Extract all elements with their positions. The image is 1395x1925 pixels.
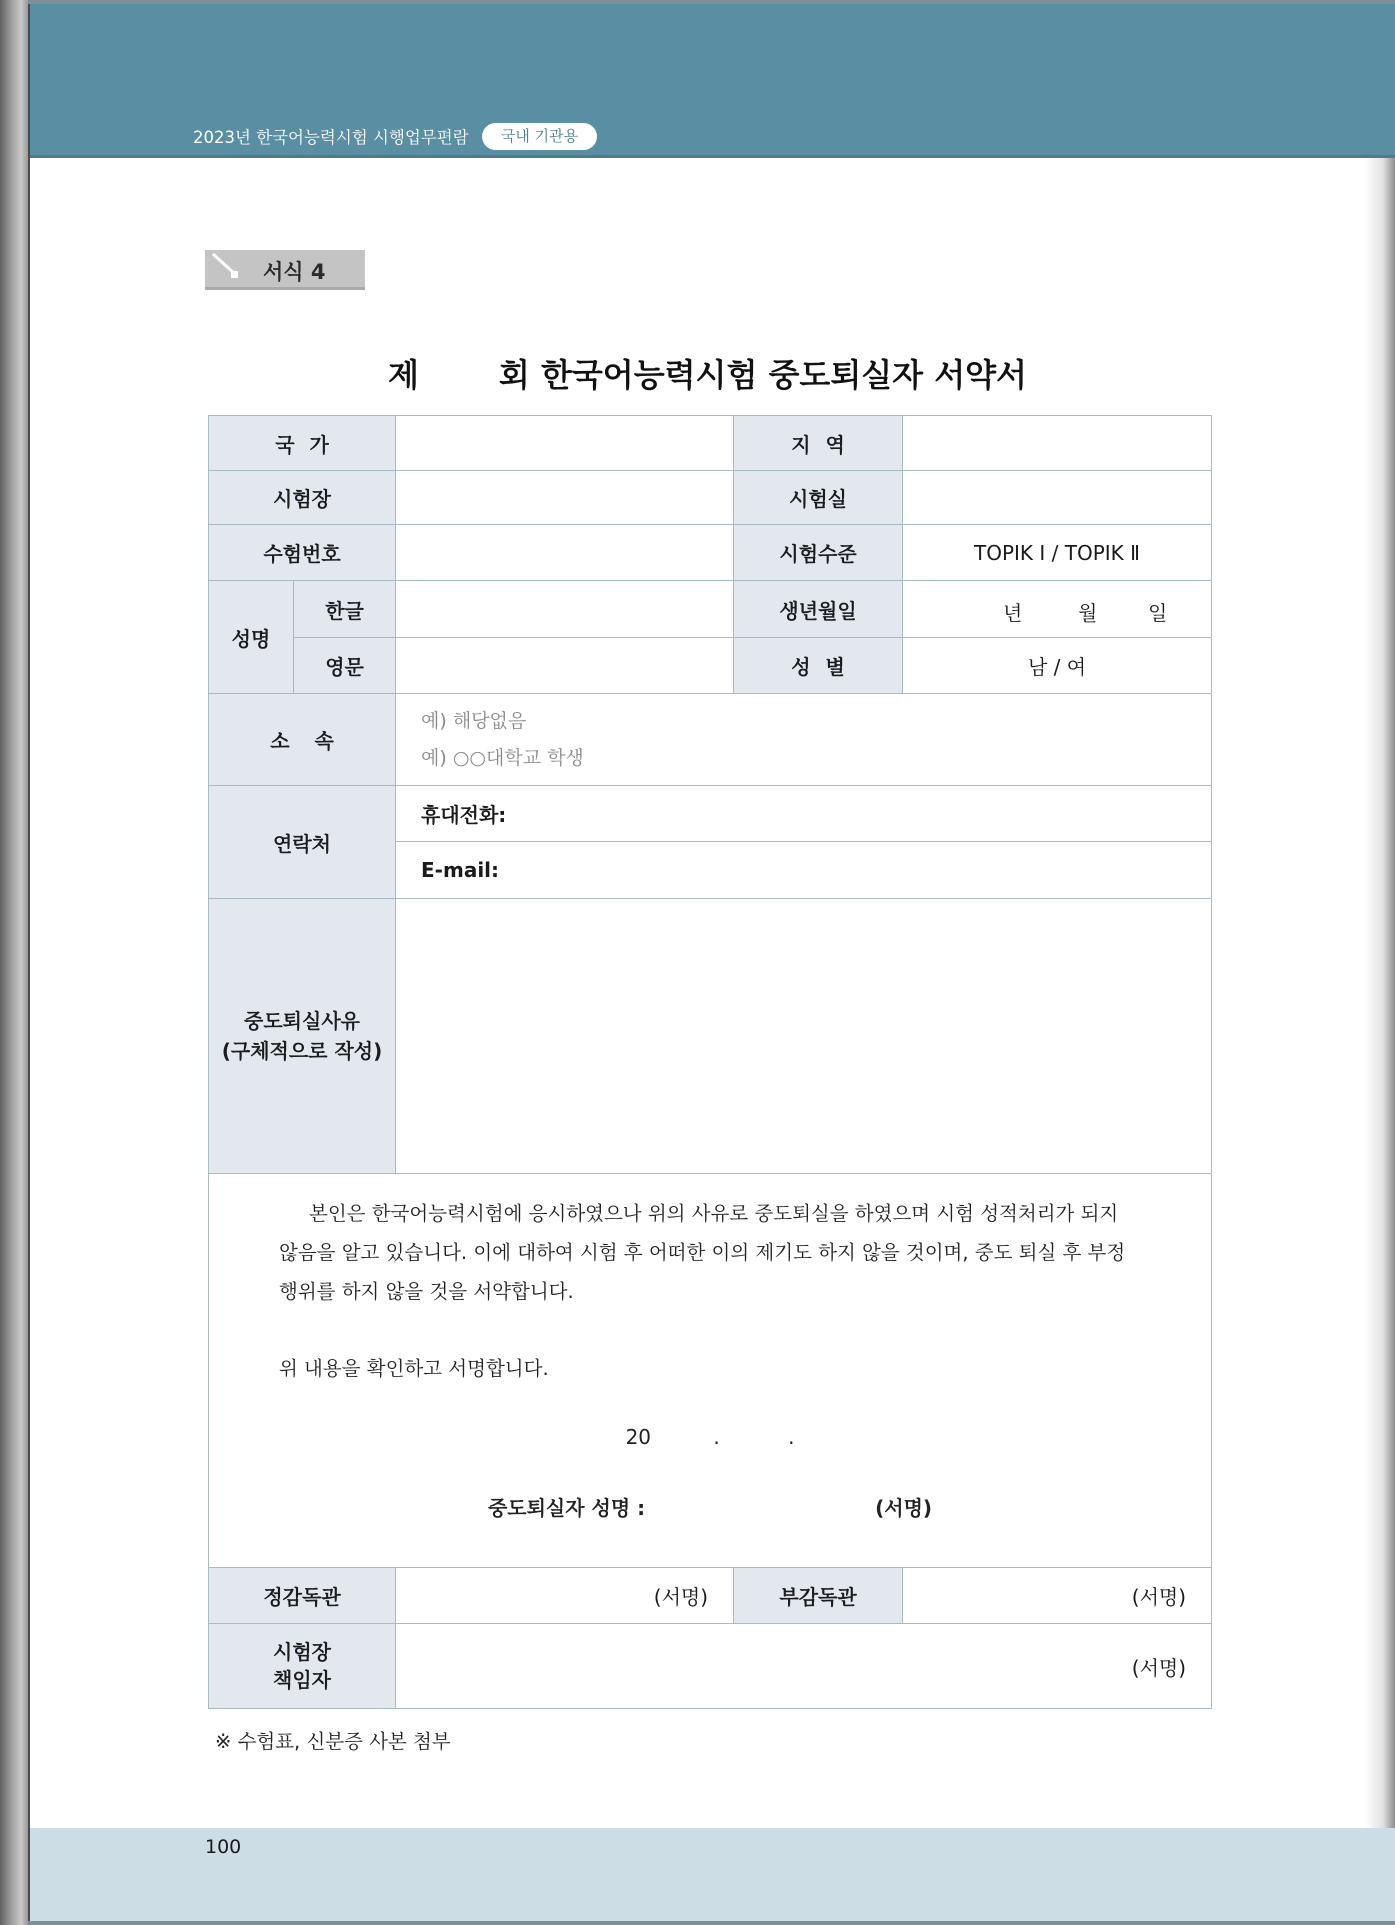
spine-edge-line [28, 0, 30, 1925]
venue-manager-sign[interactable]: (서명) [396, 1624, 1212, 1709]
page-number: 100 [205, 1836, 242, 1858]
affiliation-label: 소 속 [209, 694, 396, 786]
venue-manager-label-line1: 시험장 [273, 1640, 331, 1664]
signer-line [279, 1489, 1141, 1528]
reason-label-line1: 중도퇴실사유 [244, 1009, 360, 1033]
birth-day-unit: 일 [1148, 601, 1168, 625]
english-name-label: 영문 [294, 638, 396, 694]
form-tag-label: 서식 4 [263, 260, 326, 284]
gender-label: 성 별 [734, 638, 903, 694]
chief-proctor-label: 정감독관 [209, 1568, 396, 1624]
table-row [209, 1568, 1212, 1624]
birth-month-unit: 월 [1078, 601, 1098, 625]
table-row [209, 694, 1212, 786]
english-name-field[interactable] [396, 638, 734, 694]
room-field[interactable] [903, 471, 1212, 525]
country-label: 국 가 [209, 416, 396, 471]
name-label: 성명 [209, 581, 294, 694]
table-row [209, 471, 1212, 525]
table-row [209, 1624, 1212, 1709]
contact-label: 연락처 [209, 786, 396, 899]
birth-field[interactable] [903, 581, 1212, 638]
date-dot: . [713, 1425, 720, 1449]
birth-label: 생년월일 [734, 581, 903, 638]
region-field[interactable] [903, 416, 1212, 471]
phone-field[interactable]: 휴대전화: [396, 786, 1212, 842]
table-row [209, 899, 1212, 1174]
pledge-text: 본인은 한국어능력시험에 응시하였으나 위의 사유로 중도퇴실을 하였으며 시험 성적처리가 되지 않음을 알고 있습니다. 이에 대하여 시험 후 어떠한 이의 제기도 하지 않을 것이며, 중도 퇴실 후 부정행위를 하지 않을 것을 서약합니다. [279, 1202, 1126, 1303]
date-dot: . [788, 1425, 795, 1449]
gender-options[interactable]: 남 / 여 [903, 638, 1212, 694]
room-label: 시험실 [734, 471, 903, 525]
korean-name-label: 한글 [294, 581, 396, 638]
table-row [209, 525, 1212, 581]
header-badge: 국내 기관용 [482, 123, 597, 150]
reason-field[interactable] [396, 899, 1212, 1174]
table-row [209, 416, 1212, 471]
venue-manager-label [209, 1624, 396, 1709]
page-right-shade [1365, 0, 1395, 1925]
table-row [209, 638, 1212, 694]
affiliation-hint-2: 예) ○○대학교 학생 [421, 746, 584, 769]
assistant-proctor-sign[interactable]: (서명) [903, 1568, 1212, 1624]
table-row [209, 581, 1212, 638]
corner-arrow-icon [209, 252, 245, 284]
table-row [209, 1174, 1212, 1568]
document-title [388, 350, 1027, 396]
affiliation-field[interactable] [396, 694, 1212, 786]
table-row [209, 786, 1212, 842]
venue-label: 시험장 [209, 471, 396, 525]
assistant-proctor-label: 부감독관 [734, 1568, 903, 1624]
korean-name-field[interactable] [396, 581, 734, 638]
form-tag [205, 250, 365, 290]
email-field[interactable]: E-mail: [396, 842, 1212, 899]
attachment-note: ※ 수험표, 신분증 사본 첨부 [215, 1730, 451, 1753]
exam-number-field[interactable] [396, 525, 734, 581]
pledge-statement-cell [209, 1174, 1212, 1568]
pledge-date[interactable] [279, 1418, 1141, 1457]
title-suffix: 회 한국어능력시험 중도퇴실자 서약서 [498, 356, 1027, 394]
birth-year-unit: 년 [1003, 601, 1023, 625]
chief-proctor-sign[interactable]: (서명) [396, 1568, 734, 1624]
pledge-form-table [208, 415, 1212, 1709]
region-label: 지 역 [734, 416, 903, 471]
book-spine [0, 0, 30, 1925]
exam-number-label: 수험번호 [209, 525, 396, 581]
exam-level-options[interactable]: TOPIK Ⅰ / TOPIK Ⅱ [903, 525, 1212, 581]
date-century: 20 [625, 1425, 652, 1449]
reason-label-line2: (구체적으로 작성) [221, 1039, 383, 1063]
running-title: 2023년 한국어능력시험 시행업무편람 [193, 128, 469, 147]
country-field[interactable] [396, 416, 734, 471]
pledge-confirm: 위 내용을 확인하고 서명합니다. [279, 1357, 549, 1380]
venue-manager-label-line2: 책임자 [273, 1668, 331, 1692]
exam-level-label: 시험수준 [734, 525, 903, 581]
signer-label: 중도퇴실자 성명 : [487, 1496, 646, 1520]
header-underline [30, 155, 1395, 158]
page-bottom-edge [28, 1921, 1395, 1925]
title-prefix: 제 [388, 356, 419, 394]
venue-field[interactable] [396, 471, 734, 525]
affiliation-hint-1: 예) 해당없음 [421, 709, 527, 732]
reason-label [209, 899, 396, 1174]
signer-sign[interactable]: (서명) [875, 1496, 933, 1520]
